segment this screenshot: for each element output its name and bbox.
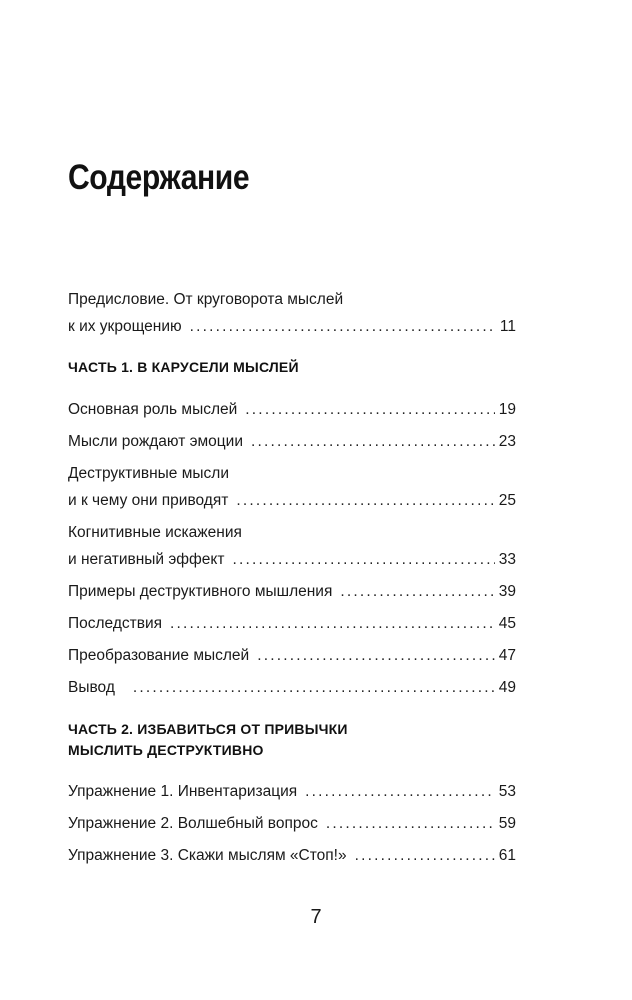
- dot-leader: [236, 487, 494, 514]
- toc-entry-title: Упражнение 1. Инвентаризация: [68, 783, 298, 800]
- toc-entry-title-line: Когнитивные искажения: [68, 524, 242, 541]
- toc-entry-title-line: Деструктивные мысли: [68, 465, 229, 482]
- toc-entry: [68, 578, 516, 605]
- toc-entry-title: Вывод: [68, 679, 115, 696]
- part-heading-1: ЧАСТЬ 1. В КАРУСЕЛИ МЫСЛЕЙ: [68, 359, 299, 375]
- toc-page-number: 47: [498, 647, 516, 664]
- dot-leader: [133, 674, 495, 701]
- dot-leader: [355, 842, 495, 869]
- toc-entry: [68, 842, 516, 869]
- toc-entry-preface: [68, 286, 516, 340]
- toc-page-number: 33: [498, 551, 516, 568]
- toc-entry: [68, 642, 516, 669]
- dot-leader: [245, 396, 494, 423]
- toc-page-number: 19: [498, 401, 516, 418]
- toc-page-number: 49: [498, 679, 516, 696]
- toc-entry-title: Преобразование мыслей: [68, 647, 250, 664]
- dot-leader: [190, 313, 496, 340]
- dot-leader: [257, 642, 495, 669]
- toc-page-number: 23: [498, 433, 516, 450]
- part-heading-line: ЧАСТЬ 2. ИЗБАВИТЬСЯ ОТ ПРИВЫЧКИ: [68, 721, 348, 737]
- dot-leader: [326, 810, 495, 837]
- toc-entry: [68, 460, 516, 514]
- toc-entry-title: к их укрощению: [68, 318, 182, 335]
- part-heading-2: [68, 719, 516, 761]
- toc-entry-title: Мысли рождают эмоции: [68, 433, 243, 450]
- dot-leader: [305, 778, 495, 805]
- toc-entry: [68, 610, 516, 637]
- dot-leader: [232, 546, 494, 573]
- page-number: 7: [310, 906, 322, 928]
- toc-page-number: 39: [498, 583, 516, 600]
- part-heading-line: МЫСЛИТЬ ДЕСТРУКТИВНО: [68, 742, 264, 758]
- dot-leader: [340, 578, 494, 605]
- toc-page-number: 11: [499, 318, 516, 335]
- dot-leader: [251, 428, 495, 455]
- page-title: Содержание: [68, 158, 250, 197]
- toc-page-number: 45: [498, 615, 516, 632]
- toc-entry-title: Основная роль мыслей: [68, 401, 238, 418]
- toc-page-number: 53: [498, 783, 516, 800]
- toc-page-number: 25: [498, 492, 516, 509]
- toc-entry: [68, 674, 516, 701]
- toc-entry-title: и негативный эффект: [68, 551, 225, 568]
- toc-entry-title: Примеры деструктивного мышления: [68, 583, 333, 600]
- toc-entry-title: Последствия: [68, 615, 163, 632]
- toc-entry: [68, 810, 516, 837]
- toc-entry: [68, 428, 516, 455]
- toc-page-number: 59: [498, 815, 516, 832]
- toc-entry: [68, 778, 516, 805]
- toc-entry-title: Упражнение 3. Скажи мыслям «Стоп!»: [68, 847, 347, 864]
- toc-entry-title: и к чему они приводят: [68, 492, 229, 509]
- dot-leader: [170, 610, 495, 637]
- toc-page-number: 61: [498, 847, 516, 864]
- toc-entry: [68, 519, 516, 573]
- table-of-contents: [68, 286, 516, 869]
- toc-entry-title-line: Предисловие. От круговорота мыслей: [68, 291, 344, 308]
- toc-entry: [68, 396, 516, 423]
- toc-entry-title: Упражнение 2. Волшебный вопрос: [68, 815, 318, 832]
